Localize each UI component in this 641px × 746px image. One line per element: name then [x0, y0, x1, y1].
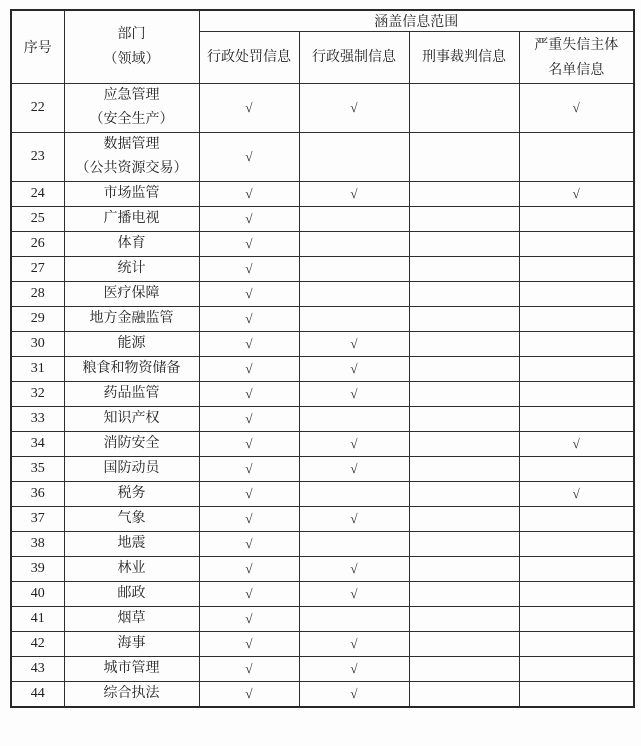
empty-cell: [519, 282, 634, 307]
department-cell: [64, 482, 199, 507]
table-row: [11, 582, 634, 607]
check-mark-cell: √: [299, 332, 409, 357]
check-mark-cell: √: [519, 182, 634, 207]
empty-cell: [409, 432, 519, 457]
serial-cell: 37: [11, 507, 64, 532]
empty-cell: [409, 682, 519, 708]
serial-cell: 29: [11, 307, 64, 332]
empty-cell: [519, 657, 634, 682]
check-mark-cell: √: [519, 84, 634, 133]
check-mark-cell: √: [199, 507, 299, 532]
empty-cell: [409, 457, 519, 482]
check-mark-cell: √: [199, 632, 299, 657]
header-department: [64, 10, 199, 84]
empty-cell: [299, 407, 409, 432]
table-row: [11, 682, 634, 708]
empty-cell: [409, 407, 519, 432]
empty-cell: [409, 282, 519, 307]
empty-cell: [409, 84, 519, 133]
department-cell: [64, 257, 199, 282]
department-cell: [64, 532, 199, 557]
header-line: 行政强制信息: [312, 50, 396, 65]
table-row: [11, 632, 634, 657]
empty-cell: [519, 407, 634, 432]
check-mark-cell: √: [199, 282, 299, 307]
department-cell: [64, 607, 199, 632]
department-name-line: 药品监管: [103, 386, 160, 401]
department-cell: [64, 282, 199, 307]
department-cell: [64, 357, 199, 382]
empty-cell: [409, 607, 519, 632]
serial-cell: 31: [11, 357, 64, 382]
department-cell: [64, 382, 199, 407]
empty-cell: [299, 232, 409, 257]
department-name-line: 应急管理: [103, 88, 160, 103]
serial-cell: 22: [11, 84, 64, 133]
department-name-line: 林业: [117, 561, 146, 576]
table-row: [11, 257, 634, 282]
check-mark-cell: √: [519, 482, 634, 507]
empty-cell: [519, 257, 634, 282]
table-row: [11, 657, 634, 682]
table-row: [11, 282, 634, 307]
header-admin-penalty-info: [199, 32, 299, 84]
empty-cell: [519, 457, 634, 482]
check-mark-cell: √: [199, 307, 299, 332]
table-row: [11, 182, 634, 207]
header-line: 名单信息: [548, 62, 605, 78]
header-line: 行政处罚信息: [207, 50, 291, 65]
empty-cell: [519, 307, 634, 332]
check-mark-cell: √: [199, 582, 299, 607]
check-mark-cell: √: [199, 382, 299, 407]
department-name-line: 统计: [117, 261, 146, 276]
department-name-line: 邮政: [117, 586, 146, 601]
empty-cell: [519, 357, 634, 382]
department-name-line: 地震: [117, 536, 146, 551]
serial-cell: 32: [11, 382, 64, 407]
check-mark-cell: √: [299, 457, 409, 482]
header-criminal-judgment-info: [409, 32, 519, 84]
department-cell: [64, 507, 199, 532]
serial-cell: 39: [11, 557, 64, 582]
header-coverage-scope: 涵盖信息范围: [199, 10, 634, 32]
department-cell: [64, 182, 199, 207]
department-cell: [64, 332, 199, 357]
department-cell: [64, 632, 199, 657]
check-mark-cell: √: [199, 257, 299, 282]
check-mark-cell: √: [199, 182, 299, 207]
empty-cell: [519, 507, 634, 532]
table-row: [11, 557, 634, 582]
table-body: [11, 84, 634, 708]
table-row: [11, 84, 634, 133]
check-mark-cell: √: [299, 582, 409, 607]
empty-cell: [409, 357, 519, 382]
serial-cell: 24: [11, 182, 64, 207]
table-row: [11, 407, 634, 432]
check-mark-cell: √: [199, 457, 299, 482]
empty-cell: [299, 133, 409, 182]
empty-cell: [519, 582, 634, 607]
department-name-line: 烟草: [117, 611, 146, 626]
header-department-line1: 部门: [117, 27, 146, 42]
department-cell: [64, 307, 199, 332]
department-cell: [64, 557, 199, 582]
department-name-line: 气象: [117, 511, 146, 526]
serial-cell: 44: [11, 682, 64, 708]
check-mark-cell: √: [199, 432, 299, 457]
header-admin-coercion-info: [299, 32, 409, 84]
empty-cell: [299, 207, 409, 232]
table-row: [11, 332, 634, 357]
department-cell: [64, 582, 199, 607]
table-header: [11, 10, 634, 84]
department-name-line: 消防安全: [103, 436, 160, 451]
department-name-line: 知识产权: [103, 411, 160, 426]
department-cell: [64, 232, 199, 257]
department-cell: [64, 207, 199, 232]
check-mark-cell: √: [199, 657, 299, 682]
check-mark-cell: √: [299, 632, 409, 657]
empty-cell: [409, 207, 519, 232]
check-mark-cell: √: [299, 682, 409, 708]
check-mark-cell: √: [299, 557, 409, 582]
empty-cell: [409, 557, 519, 582]
department-name-line: 医疗保障: [103, 286, 160, 301]
serial-cell: 26: [11, 232, 64, 257]
check-mark-cell: √: [199, 607, 299, 632]
check-mark-cell: √: [199, 407, 299, 432]
empty-cell: [409, 507, 519, 532]
department-name-line: 数据管理: [103, 137, 160, 152]
department-name-line: 综合执法: [103, 686, 160, 701]
check-mark-cell: √: [199, 532, 299, 557]
empty-cell: [409, 382, 519, 407]
empty-cell: [519, 632, 634, 657]
serial-cell: 38: [11, 532, 64, 557]
empty-cell: [409, 133, 519, 182]
empty-cell: [409, 257, 519, 282]
serial-cell: 27: [11, 257, 64, 282]
department-name-line: 广播电视: [103, 211, 160, 226]
check-mark-cell: √: [199, 682, 299, 708]
empty-cell: [299, 307, 409, 332]
empty-cell: [519, 332, 634, 357]
serial-cell: 23: [11, 133, 64, 182]
empty-cell: [409, 182, 519, 207]
empty-cell: [409, 632, 519, 657]
table-row: [11, 357, 634, 382]
department-cell: [64, 133, 199, 182]
header-serial-number: 序号: [11, 10, 64, 84]
check-mark-cell: √: [199, 357, 299, 382]
check-mark-cell: √: [299, 84, 409, 133]
serial-cell: 36: [11, 482, 64, 507]
department-name-line: 城市管理: [103, 661, 160, 676]
empty-cell: [519, 133, 634, 182]
header-serious-dishonesty-list-info: [519, 32, 634, 84]
information-coverage-table: [10, 9, 635, 708]
department-cell: [64, 407, 199, 432]
table-row: [11, 607, 634, 632]
department-name-line: 税务: [117, 486, 146, 501]
department-cell: [64, 657, 199, 682]
serial-cell: 40: [11, 582, 64, 607]
table-row: [11, 232, 634, 257]
header-row-top: [11, 10, 634, 32]
department-name-line: 体育: [117, 236, 146, 251]
check-mark-cell: √: [199, 133, 299, 182]
empty-cell: [299, 532, 409, 557]
department-cell: [64, 84, 199, 133]
empty-cell: [519, 532, 634, 557]
check-mark-cell: √: [299, 182, 409, 207]
empty-cell: [519, 682, 634, 708]
check-mark-cell: √: [199, 207, 299, 232]
empty-cell: [409, 582, 519, 607]
department-name-line: 海事: [117, 636, 146, 651]
department-name-line: 粮食和物资储备: [82, 361, 181, 376]
check-mark-cell: √: [299, 382, 409, 407]
empty-cell: [299, 482, 409, 507]
empty-cell: [299, 257, 409, 282]
check-mark-cell: √: [299, 357, 409, 382]
empty-cell: [519, 607, 634, 632]
empty-cell: [519, 232, 634, 257]
serial-cell: 41: [11, 607, 64, 632]
serial-cell: 35: [11, 457, 64, 482]
check-mark-cell: √: [199, 84, 299, 133]
department-name-line: 能源: [117, 336, 146, 351]
table-row: [11, 507, 634, 532]
check-mark-cell: √: [519, 432, 634, 457]
check-mark-cell: √: [199, 332, 299, 357]
empty-cell: [519, 382, 634, 407]
check-mark-cell: √: [199, 557, 299, 582]
header-line: 严重失信主体: [534, 37, 619, 53]
empty-cell: [519, 207, 634, 232]
check-mark-cell: √: [199, 482, 299, 507]
empty-cell: [409, 482, 519, 507]
department-name-line: 地方金融监管: [89, 311, 174, 326]
serial-cell: 34: [11, 432, 64, 457]
serial-cell: 25: [11, 207, 64, 232]
empty-cell: [299, 282, 409, 307]
empty-cell: [409, 232, 519, 257]
check-mark-cell: √: [199, 232, 299, 257]
department-name-line: （公共资源交易）: [75, 161, 188, 176]
check-mark-cell: √: [299, 432, 409, 457]
empty-cell: [519, 557, 634, 582]
empty-cell: [409, 307, 519, 332]
serial-cell: 30: [11, 332, 64, 357]
department-cell: [64, 432, 199, 457]
serial-cell: 28: [11, 282, 64, 307]
department-name-line: 市场监管: [103, 186, 160, 201]
empty-cell: [299, 607, 409, 632]
table-row: [11, 382, 634, 407]
empty-cell: [409, 332, 519, 357]
table-row: [11, 432, 634, 457]
check-mark-cell: √: [299, 507, 409, 532]
department-cell: [64, 457, 199, 482]
check-mark-cell: √: [299, 657, 409, 682]
table-row: [11, 482, 634, 507]
serial-cell: 33: [11, 407, 64, 432]
serial-cell: 42: [11, 632, 64, 657]
empty-cell: [409, 657, 519, 682]
header-line: 刑事裁判信息: [422, 50, 506, 65]
table-row: [11, 133, 634, 182]
empty-cell: [409, 532, 519, 557]
table-row: [11, 457, 634, 482]
table-row: [11, 207, 634, 232]
header-department-line2: （领域）: [103, 52, 160, 67]
department-name-line: （安全生产）: [89, 112, 174, 127]
table-row: [11, 307, 634, 332]
table-row: [11, 532, 634, 557]
department-cell: [64, 682, 199, 708]
serial-cell: 43: [11, 657, 64, 682]
department-name-line: 国防动员: [103, 461, 160, 476]
